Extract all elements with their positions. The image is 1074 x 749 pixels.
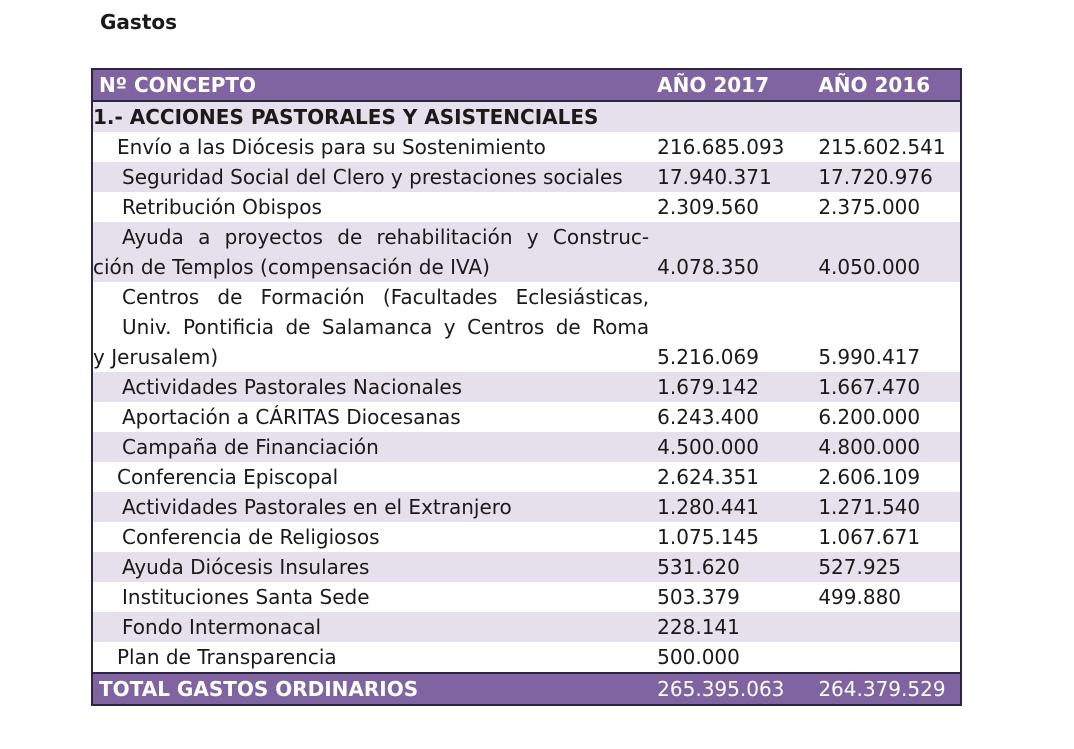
row-concept: Campaña de Financiación (92, 432, 657, 462)
section-empty-cell (818, 101, 961, 132)
row-value-2017: 500.000 (657, 645, 740, 669)
row-value-2016: 1.067.671 (818, 525, 921, 549)
total-value-2017: 265.395.063 (657, 673, 818, 705)
row-concept: Seguridad Social del Clero y prestaciones sociales (92, 162, 657, 192)
section-title: 1.- ACCIONES PASTORALES Y ASISTENCIALES (92, 101, 657, 132)
table-row (92, 462, 961, 492)
total-value-2016: 264.379.529 (818, 673, 961, 705)
table-body (92, 101, 961, 673)
row-value-2017: 6.243.400 (657, 405, 759, 429)
row-value-2016: 215.602.541 (818, 135, 946, 159)
table-row (92, 132, 961, 162)
row-value-2017: 4.500.000 (657, 432, 818, 462)
row-concept: Aportación a CÁRITAS Diocesanas (122, 405, 461, 429)
table-row (92, 162, 961, 192)
table-row (92, 642, 961, 673)
row-value-2016: 4.050.000 (818, 222, 961, 282)
row-value-2017: 1.075.145 (657, 525, 759, 549)
table-row (92, 222, 961, 282)
row-value-2016: 527.925 (818, 552, 961, 582)
row-value-2016: 1.667.470 (818, 372, 961, 402)
page-heading: Gastos (100, 10, 178, 34)
row-concept-line: Ayuda a proyectos de rehabilitación y Construc- (122, 225, 650, 249)
row-value-2017: 531.620 (657, 552, 818, 582)
row-concept: Actividades Pastorales en el Extranjero (92, 492, 657, 522)
row-value-2017: 1.280.441 (657, 492, 818, 522)
table-row (92, 552, 961, 582)
row-concept (92, 282, 657, 372)
row-value-2017: 17.940.371 (657, 162, 818, 192)
row-concept: Conferencia de Religiosos (122, 525, 380, 549)
row-concept: Envío a las Diócesis para su Sostenimiento (117, 135, 546, 159)
column-header-concept: Nº CONCEPTO (92, 69, 657, 101)
row-value-2017: 2.309.560 (657, 195, 759, 219)
total-row (92, 673, 961, 705)
row-value-2017: 216.685.093 (657, 135, 785, 159)
table-row (92, 492, 961, 522)
row-value-2016: 17.720.976 (818, 162, 961, 192)
row-concept: Plan de Transparencia (117, 645, 337, 669)
section-row (92, 101, 961, 132)
row-concept: Retribución Obispos (122, 195, 322, 219)
row-concept-line: y Jerusalem) (93, 345, 219, 369)
row-concept: Instituciones Santa Sede (122, 585, 370, 609)
table-row (92, 402, 961, 432)
row-value-2017: 503.379 (657, 585, 740, 609)
table-row (92, 522, 961, 552)
row-value-2016: 2.375.000 (818, 195, 921, 219)
row-value-2017: 4.078.350 (657, 222, 818, 282)
table-header-row (92, 69, 961, 101)
row-value-2016 (818, 642, 961, 673)
row-concept-line: Centros de Formación (Facultades Eclesiásticas, (122, 285, 650, 309)
row-concept: Ayuda Diócesis Insulares (92, 552, 657, 582)
row-value-2016: 6.200.000 (818, 405, 921, 429)
row-concept: Fondo Intermonacal (92, 612, 657, 642)
row-value-2016: 2.606.109 (818, 465, 921, 489)
table-row (92, 432, 961, 462)
table-row (92, 282, 961, 372)
total-label: TOTAL GASTOS ORDINARIOS (92, 673, 657, 705)
row-concept: Actividades Pastorales Nacionales (92, 372, 657, 402)
row-concept-line: Univ. Pontificia de Salamanca y Centros de Roma (122, 315, 650, 339)
row-value-2016: 499.880 (818, 585, 902, 609)
section-empty-cell (657, 101, 818, 132)
column-header-2016: AÑO 2016 (818, 69, 961, 101)
table-row (92, 612, 961, 642)
row-concept (92, 222, 657, 282)
column-header-2017: AÑO 2017 (657, 69, 818, 101)
table-row (92, 192, 961, 222)
row-value-2016 (818, 612, 961, 642)
row-value-2016: 1.271.540 (818, 492, 961, 522)
table-row (92, 582, 961, 612)
row-concept-line: ción de Templos (compensación de IVA) (93, 255, 490, 279)
row-concept: Conferencia Episcopal (117, 465, 339, 489)
row-value-2017: 5.216.069 (657, 345, 759, 369)
expenses-table (91, 68, 962, 706)
row-value-2017: 228.141 (657, 612, 818, 642)
row-value-2016: 4.800.000 (818, 432, 961, 462)
table-row (92, 372, 961, 402)
row-value-2017: 2.624.351 (657, 465, 759, 489)
row-value-2016: 5.990.417 (818, 345, 921, 369)
row-value-2017: 1.679.142 (657, 372, 818, 402)
